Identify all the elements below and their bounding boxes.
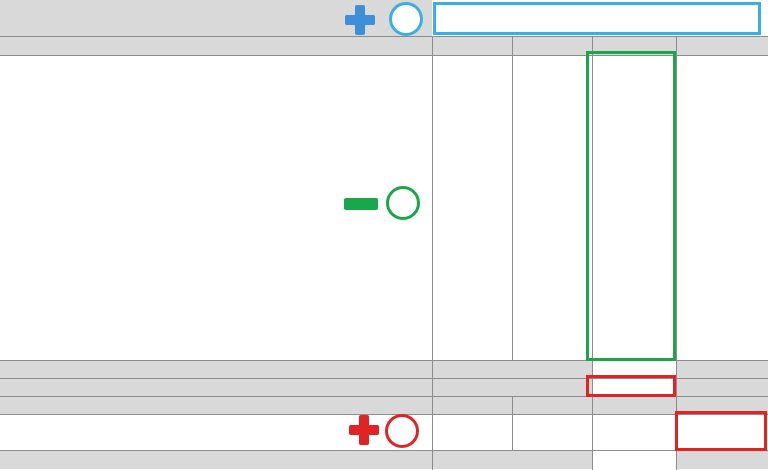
grid-line <box>0 450 768 451</box>
exemptions-label <box>6 379 430 397</box>
column-header-base-2 <box>433 397 513 415</box>
step-1-badge <box>389 2 423 36</box>
step-2-badge <box>386 186 420 220</box>
plus-icon <box>343 3 377 37</box>
row-taux <box>513 74 593 92</box>
step-3-badge <box>385 414 419 448</box>
grid-line <box>432 36 433 470</box>
employer-optional-highlight-box <box>675 411 767 451</box>
mandatory-section-title <box>6 37 430 55</box>
row-employeur <box>677 56 768 74</box>
optional-row <box>0 433 768 451</box>
gross-amount-value-box <box>433 2 761 35</box>
optional-row-salarie <box>593 415 677 433</box>
red-plus-icon <box>347 413 381 447</box>
row-label <box>6 56 430 74</box>
grid-line <box>0 36 768 37</box>
optional-row-base <box>433 415 513 433</box>
net-social-row <box>0 451 768 469</box>
row-base <box>433 74 513 92</box>
column-header-base <box>433 37 513 55</box>
exemptions-highlight-box <box>586 375 676 397</box>
optional-row <box>0 415 768 433</box>
salarie-highlight-box <box>586 51 676 361</box>
net-social-label <box>6 451 430 469</box>
grid-line <box>676 36 677 470</box>
row-taux <box>513 56 593 74</box>
minus-icon <box>344 198 378 210</box>
optional-row-taux <box>513 433 593 451</box>
total-mandatory-label <box>6 361 430 379</box>
optional-row-taux <box>513 415 593 433</box>
column-header-taux <box>513 37 593 55</box>
column-header-taux-2 <box>513 397 593 415</box>
optional-section-header <box>0 397 768 415</box>
grid-line <box>512 36 513 360</box>
row-base <box>433 56 513 74</box>
net-social-salarie <box>593 451 677 469</box>
column-header-salarie-2 <box>593 397 677 415</box>
column-header-employeur <box>677 37 768 55</box>
optional-row-salarie <box>593 433 677 451</box>
optional-row-base <box>433 433 513 451</box>
exemptions-employeur <box>677 379 768 397</box>
row-label <box>6 74 430 92</box>
total-mandatory-employeur <box>677 361 768 379</box>
grid-line <box>0 414 768 415</box>
row-employeur <box>677 74 768 92</box>
grid-line <box>512 396 513 450</box>
